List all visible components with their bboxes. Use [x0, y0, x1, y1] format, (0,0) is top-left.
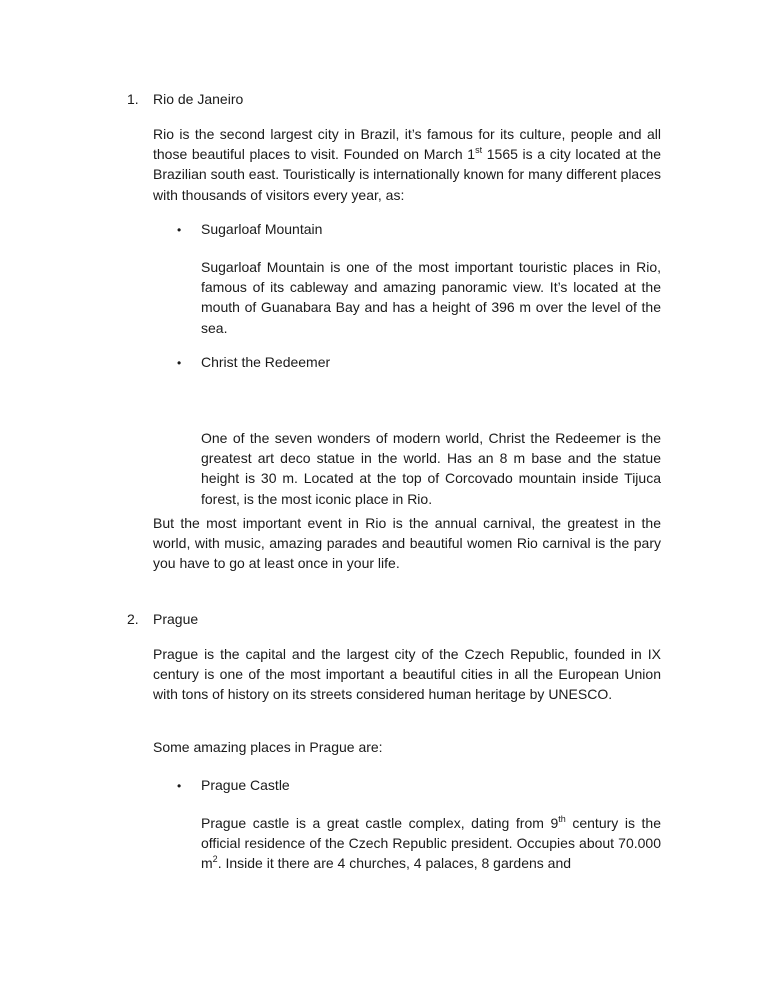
section-2-intro: Prague is the capital and the largest city of the Czech Republic, founded in IX century is one of the most important a beautiful cities in all the European Union with tons of history on its streets considered human heritage by UNESCO. [153, 646, 661, 703]
christ-redeemer-text: One of the seven wonders of modern world, Christ the Redeemer is the greatest art deco statue in the world. Has an 8 m base and the statue height is 30 m. Located at the top of Corcovado mountain inside Tijuca forest, is the most iconic place in Rio. [201, 430, 661, 507]
section-1-intro-text-b: 1565 is a city located at the Brazilian south east. Touristically is internationally known for many different places with thousands of visitors every year, as: [153, 146, 661, 203]
section-1-number: 1. [127, 91, 139, 107]
section-1-intro-text-a: Rio is the second largest city in Brazil, it’s famous for its culture, people and all those beautiful places to visit. Founded on March 1 [153, 126, 661, 163]
bullet-icon: • [177, 779, 182, 793]
sugarloaf-text: Sugarloaf Mountain is one of the most important touristic places in Rio, famous of its cableway and amazing panoramic view. It’s located at the mouth of Guanabara Bay and has a height of 396 m over the level of the sea. [201, 259, 661, 336]
section-2-number: 2. [127, 611, 139, 627]
carnival-paragraph: But the most important event in Rio is the annual carnival, the greatest in the world, with music, amazing parades and beautiful women Rio carnival is the pary you have to go at least once in your life. [153, 515, 661, 572]
prague-castle-text [201, 813, 661, 874]
section-1-title: Rio de Janeiro [153, 91, 244, 107]
bullet-icon: • [177, 356, 182, 370]
christ-redeemer-label: Christ the Redeemer [201, 354, 331, 370]
prague-castle-label: Prague Castle [201, 777, 290, 793]
prague-castle-text-c: . Inside it there are 4 churches, 4 palaces, 8 gardens and [217, 855, 572, 872]
prague-castle-text-a: Prague castle is a great castle complex, dating from 9 [201, 815, 559, 831]
section-1-intro [153, 124, 661, 205]
prague-castle-text-b: century is the official residence of the Czech Republic president. Occupies about 70.000 m [201, 815, 661, 872]
section-2-lead: Some amazing places in Prague are: [153, 739, 383, 755]
sugarloaf-label: Sugarloaf Mountain [201, 221, 323, 237]
bullet-icon: • [177, 223, 182, 237]
section-1-intro-sup: st [475, 145, 483, 156]
prague-castle-sup-th: th [558, 814, 566, 824]
section-2-title: Prague [153, 611, 199, 627]
prague-castle-sup-2: 2 [212, 854, 218, 865]
